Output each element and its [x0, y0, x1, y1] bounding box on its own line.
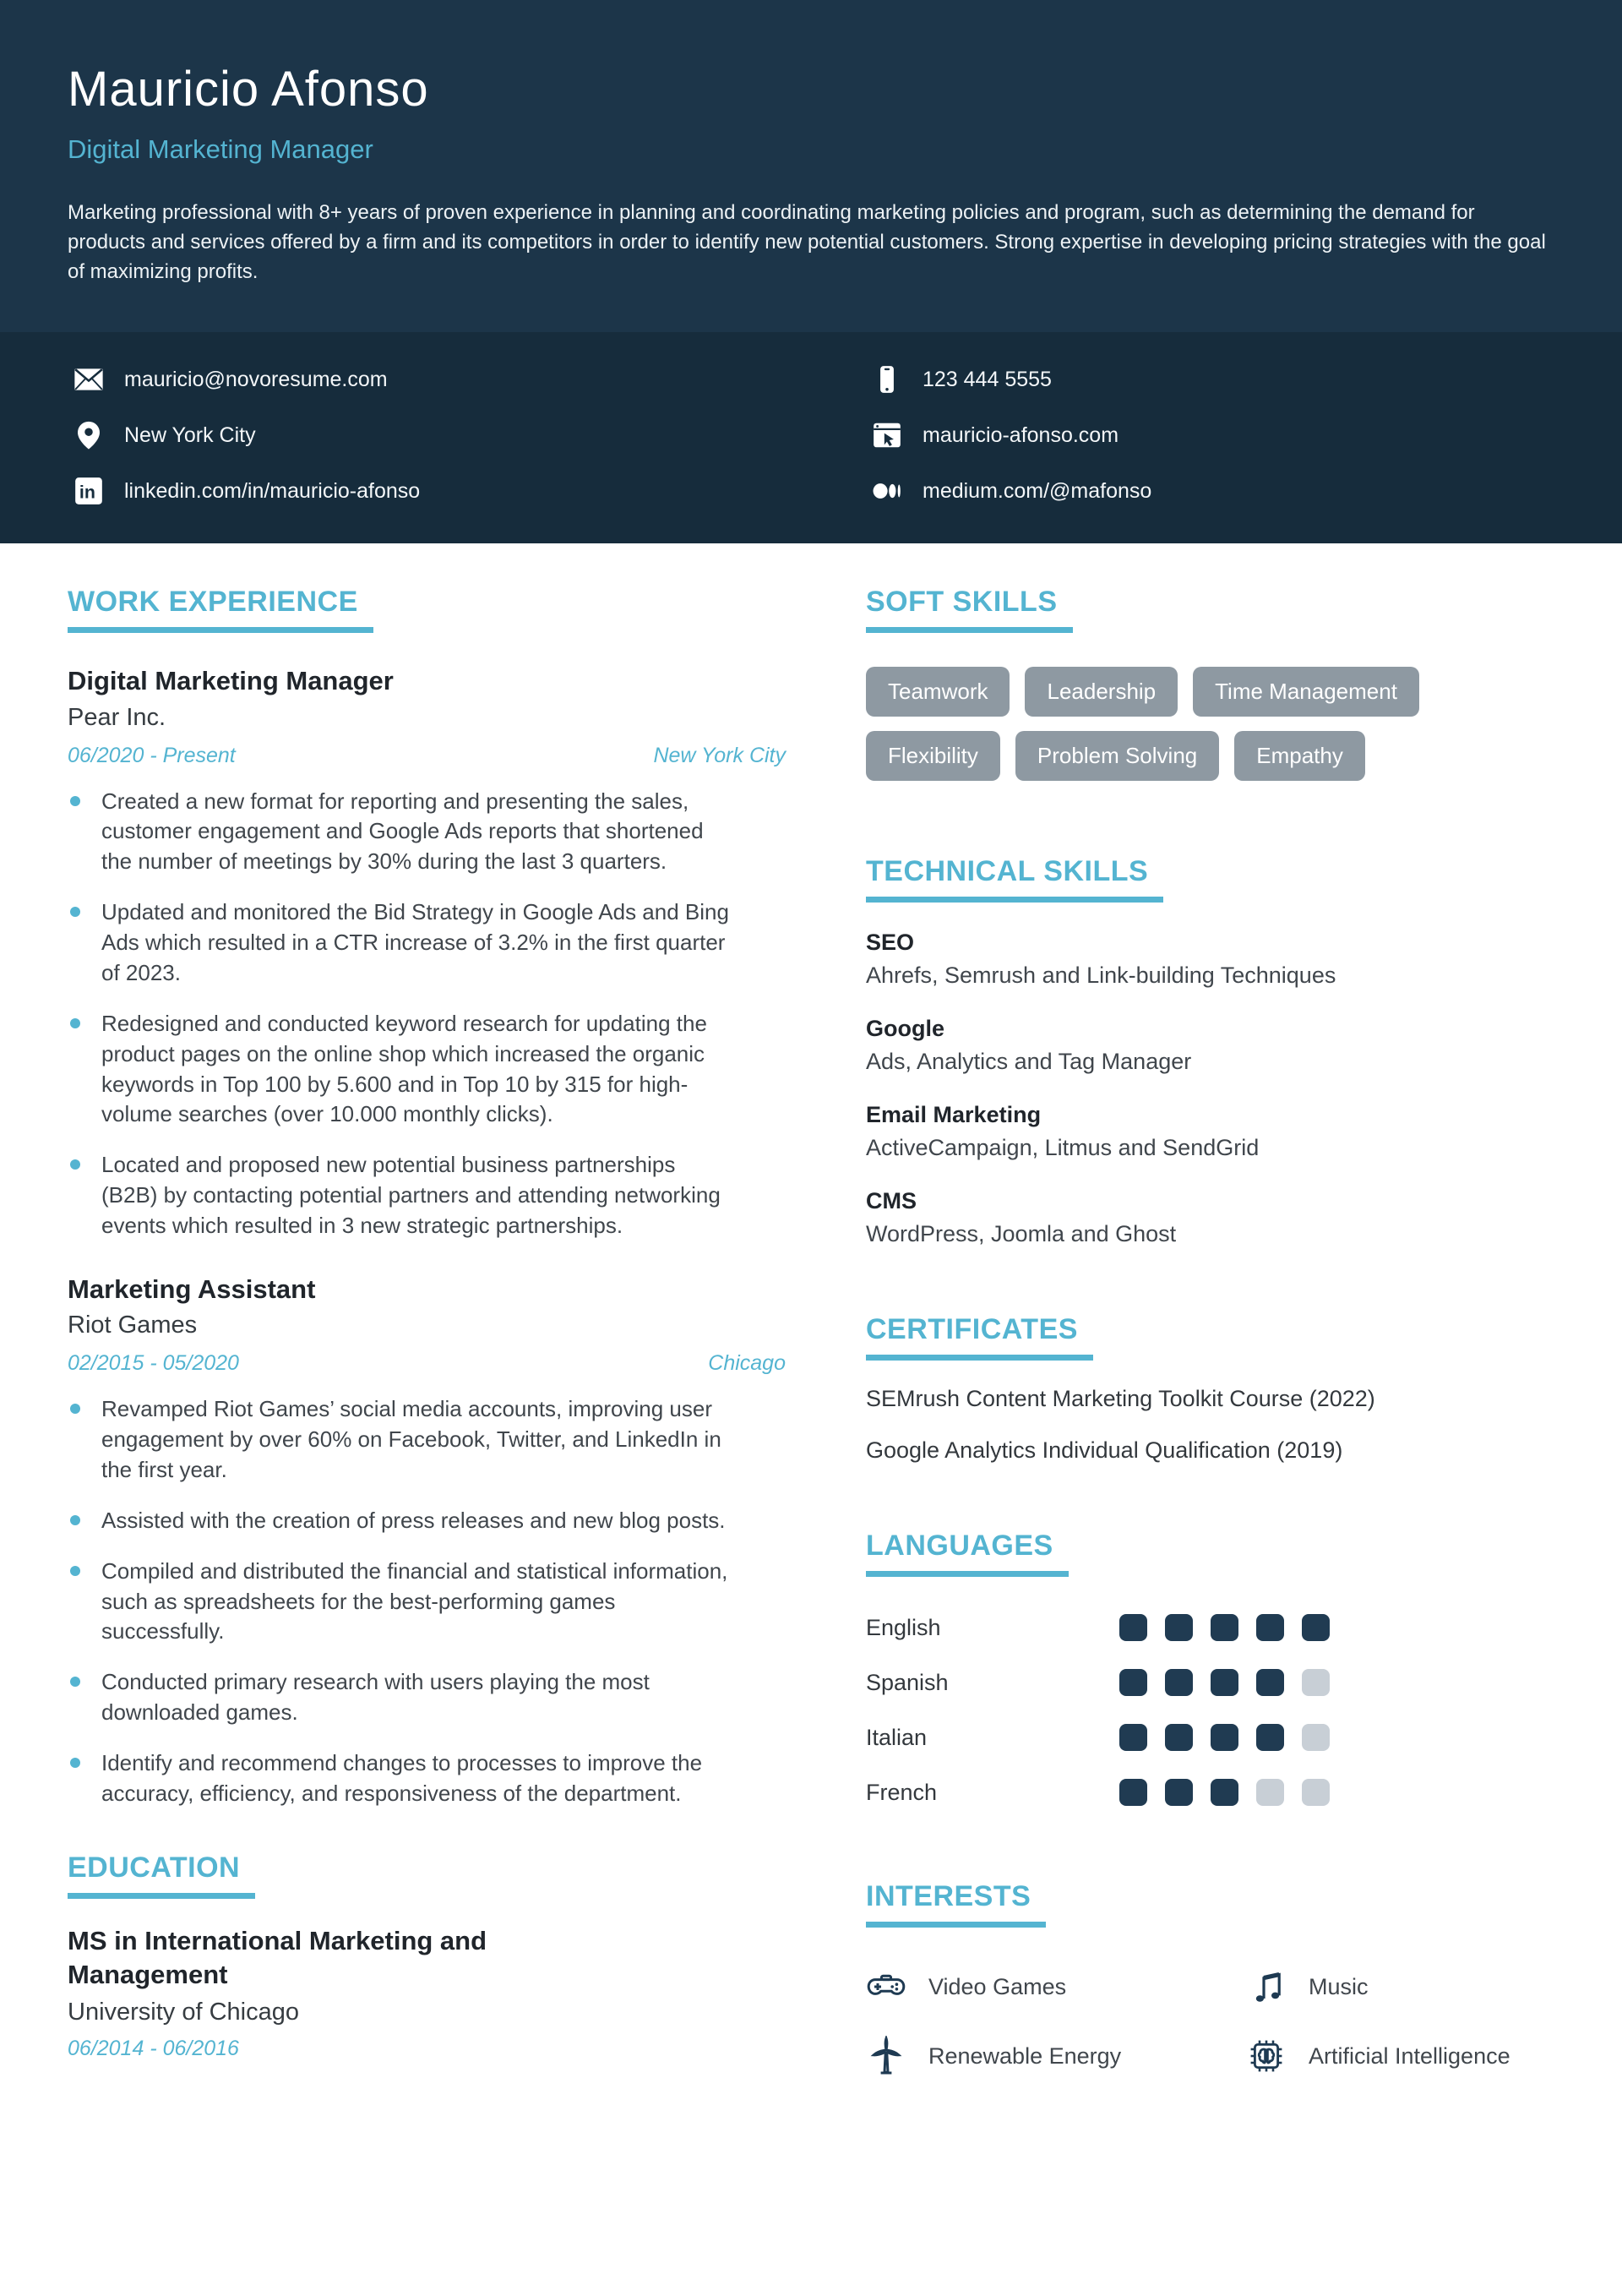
medium-icon: [870, 474, 904, 508]
job-bullet: Redesigned and conducted keyword research for updating the product pages on the online shop which increased the organic keywords in Top 100 by 5.600 and in Top 10 by 315 for high-volume searches (over 10.000 monthly clicks).: [68, 1009, 735, 1131]
right-column: [866, 586, 1554, 2076]
language-level-square: [1211, 1614, 1238, 1641]
skill-tag: Teamwork: [866, 667, 1010, 717]
person-job-title: Digital Marketing Manager: [68, 134, 373, 164]
job-company: Riot Games: [68, 1312, 198, 1339]
interest-item: [866, 2036, 1246, 2076]
work-experience-heading: WORK EXPERIENCE: [68, 586, 373, 633]
language-level-square: [1256, 1779, 1284, 1806]
contact-website-text[interactable]: mauricio-afonso.com: [923, 423, 1119, 447]
phone-icon: [870, 363, 904, 396]
education-section: [68, 1852, 786, 2062]
education-heading: EDUCATION: [68, 1852, 255, 1899]
job-bullet: Revamped Riot Games’ social media accounts, improving user engagement by over 60% on Facebook, Twitter, and LinkedIn in the first year.: [68, 1394, 735, 1486]
language-level-square: [1256, 1724, 1284, 1751]
contact-website: [870, 418, 1554, 452]
tech-skill-detail: ActiveCampaign, Litmus and SendGrid: [866, 1135, 1260, 1161]
left-column: [68, 586, 786, 2076]
interests-grid: [866, 1966, 1554, 2076]
language-row: [866, 1614, 1554, 1641]
job-location: Chicago: [708, 1351, 786, 1376]
skill-tag: Problem Solving: [1015, 731, 1219, 781]
linkedin-icon: [72, 474, 106, 508]
tech-skill-group: [866, 1102, 1554, 1161]
renewable-energy-icon: [866, 2036, 906, 2076]
tech-skill-detail: Ads, Analytics and Tag Manager: [866, 1049, 1192, 1075]
contact-location-text[interactable]: New York City: [124, 423, 256, 447]
tech-skill-name: CMS: [866, 1188, 917, 1214]
contact-bar: [0, 332, 1622, 543]
job-company: Pear Inc.: [68, 703, 166, 731]
language-level-square: [1211, 1779, 1238, 1806]
tech-skill-name: Email Marketing: [866, 1102, 1042, 1128]
language-level-square: [1302, 1724, 1330, 1751]
job-bullets: [68, 787, 786, 1241]
location-pin-icon: [72, 418, 106, 452]
job-meta: [68, 744, 786, 768]
language-level: [1119, 1614, 1554, 1641]
language-level-square: [1302, 1669, 1330, 1696]
profile-summary: Marketing professional with 8+ years of proven experience in planning and coordinating marketing policies and program, such as determining the demand for products and services offered by a firm and its competitors in order to identify new potential customers. Strong expertise in developing pricing strategies with the goal of maximizing profits.: [68, 201, 1546, 283]
language-name: English: [866, 1614, 941, 1640]
language-rows: [866, 1614, 1554, 1806]
certificate-item: Google Analytics Individual Qualification (2019): [866, 1437, 1343, 1464]
education-school: University of Chicago: [68, 1999, 299, 2026]
job-entry: [68, 1273, 786, 1809]
work-experience-section: [68, 586, 786, 1808]
skill-tag: Leadership: [1025, 667, 1178, 717]
soft-skills-heading: SOFT SKILLS: [866, 586, 1073, 633]
language-level-square: [1119, 1669, 1147, 1696]
language-level: [1119, 1779, 1554, 1806]
job-bullet: Assisted with the creation of press releases and new blog posts.: [68, 1506, 735, 1536]
artificial-intelligence-icon: [1246, 2036, 1287, 2076]
interests-heading: INTERESTS: [866, 1880, 1046, 1928]
language-row: [866, 1669, 1554, 1696]
job-bullet: Conducted primary research with users playing the most downloaded games.: [68, 1667, 735, 1728]
tech-skill-detail: Ahrefs, Semrush and Link-building Techniques: [866, 963, 1336, 989]
certificates-heading: CERTIFICATES: [866, 1313, 1093, 1361]
language-level-square: [1165, 1669, 1193, 1696]
language-level-square: [1119, 1724, 1147, 1751]
language-level-square: [1211, 1669, 1238, 1696]
interest-item: [866, 1966, 1246, 2007]
job-dates: 02/2015 - 05/2020: [68, 1351, 239, 1376]
interest-label: Video Games: [928, 1973, 1067, 1999]
education-dates: 06/2014 - 06/2016: [68, 2037, 239, 2061]
interest-item: [1246, 2036, 1554, 2076]
music-icon: [1246, 1966, 1287, 2007]
job-location: New York City: [653, 743, 786, 767]
contact-email-text[interactable]: mauricio@novoresume.com: [124, 367, 388, 391]
language-level-square: [1119, 1779, 1147, 1806]
language-level-square: [1119, 1614, 1147, 1641]
language-row: [866, 1779, 1554, 1806]
contact-medium-text[interactable]: medium.com/@mafonso: [923, 478, 1152, 503]
language-level-square: [1211, 1724, 1238, 1751]
language-level: [1119, 1724, 1554, 1751]
education-degree: MS in International Marketing and Management: [68, 1925, 487, 1990]
interest-label: Music: [1309, 1973, 1369, 1999]
email-icon: [72, 363, 106, 396]
contact-email: [72, 363, 870, 396]
contact-phone: [870, 363, 1554, 396]
job-meta: [68, 1351, 786, 1376]
tech-skill-group: [866, 930, 1554, 989]
job-title: Digital Marketing Manager: [68, 666, 394, 696]
tech-skill-group: [866, 1016, 1554, 1075]
job-bullet: Created a new format for reporting and presenting the sales, customer engagement and Google Ads reports that shortened the number of meetings by 30% during the last 3 quarters.: [68, 787, 735, 878]
contact-location: [72, 418, 870, 452]
language-level-square: [1165, 1779, 1193, 1806]
language-name: French: [866, 1779, 938, 1805]
interest-label: Artificial Intelligence: [1309, 2042, 1510, 2069]
language-level-square: [1256, 1669, 1284, 1696]
job-bullet: Located and proposed new potential business partnerships (B2B) by contacting potential partners and attending networking events which resulted in 3 new strategic partnerships.: [68, 1150, 735, 1241]
interest-item: [1246, 1966, 1554, 2007]
job-entry: [68, 665, 786, 1241]
skill-tag: Flexibility: [866, 731, 1000, 781]
tech-skill-name: SEO: [866, 930, 915, 956]
job-title: Marketing Assistant: [68, 1273, 316, 1304]
technical-skills-heading: TECHNICAL SKILLS: [866, 855, 1163, 903]
skill-tag: Empathy: [1234, 731, 1365, 781]
language-level-square: [1302, 1614, 1330, 1641]
job-bullet: Compiled and distributed the financial and statistical information, such as spreadsheets for the best-performing games successfully.: [68, 1557, 735, 1648]
skill-tag: Time Management: [1193, 667, 1419, 717]
interest-label: Renewable Energy: [928, 2042, 1122, 2069]
tech-skill-detail: WordPress, Joomla and Ghost: [866, 1221, 1177, 1247]
language-level: [1119, 1669, 1554, 1696]
contact-linkedin: [72, 474, 870, 508]
job-bullets: [68, 1394, 786, 1809]
languages-heading: LANGUAGES: [866, 1530, 1069, 1577]
soft-skills-tags: [866, 667, 1440, 781]
tech-skill-name: Google: [866, 1016, 944, 1042]
soft-skills-section: [866, 586, 1554, 781]
video-games-icon: [866, 1966, 906, 2007]
language-level-square: [1165, 1614, 1193, 1641]
contact-medium: [870, 474, 1554, 508]
language-name: Spanish: [866, 1669, 949, 1695]
technical-skills-section: [866, 855, 1554, 1247]
person-name: Mauricio Afonso: [68, 62, 429, 117]
certificate-item: SEMrush Content Marketing Toolkit Course (2022): [866, 1386, 1375, 1412]
job-dates: 06/2020 - Present: [68, 743, 236, 767]
website-icon: [870, 418, 904, 452]
header: [0, 0, 1622, 332]
body: [0, 543, 1622, 2076]
interests-section: [866, 1880, 1554, 2076]
languages-section: [866, 1530, 1554, 1806]
svg-text:in: in: [79, 483, 95, 504]
certificates-section: [866, 1313, 1554, 1464]
job-bullet: Identify and recommend changes to processes to improve the accuracy, efficiency, and responsiveness of the department.: [68, 1748, 735, 1809]
job-bullet: Updated and monitored the Bid Strategy in Google Ads and Bing Ads which resulted in a CTR increase of 3.2% in the first quarter of 2023.: [68, 897, 735, 989]
language-name: Italian: [866, 1724, 928, 1750]
language-level-square: [1302, 1779, 1330, 1806]
language-level-square: [1256, 1614, 1284, 1641]
contact-linkedin-text[interactable]: linkedin.com/in/mauricio-afonso: [124, 478, 421, 503]
contact-phone-text[interactable]: 123 444 5555: [923, 367, 1052, 391]
language-row: [866, 1724, 1554, 1751]
tech-skill-group: [866, 1188, 1554, 1247]
language-level-square: [1165, 1724, 1193, 1751]
